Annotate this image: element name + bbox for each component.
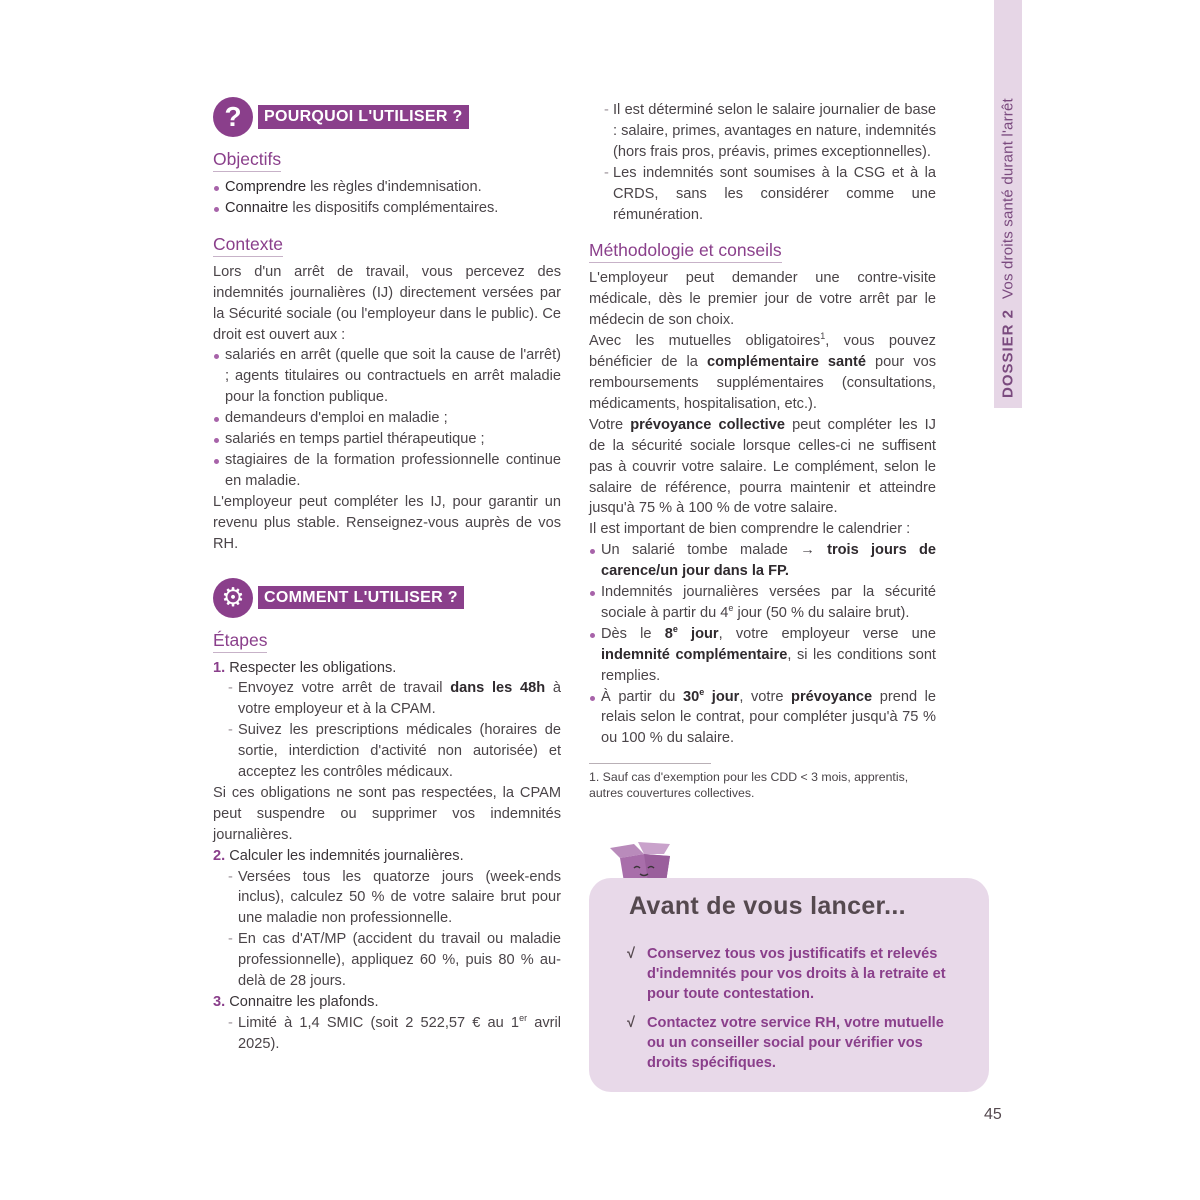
step-3-continued-list xyxy=(589,100,936,225)
step-3-list xyxy=(213,1013,561,1055)
list-item: stagiaires de la formation professionnelle continue en maladie. xyxy=(213,450,561,492)
list-item: salariés en arrêt (quelle que soit la cause de l'arrêt) ; agents titulaires ou contractuels en arrêt maladie pour la fonction publique. xyxy=(213,345,561,408)
right-column xyxy=(589,100,936,801)
step-3-title: 3. Connaitre les plafonds. xyxy=(213,994,379,1010)
callout-box xyxy=(589,878,989,1092)
list-item: salariés en temps partiel thérapeutique ; xyxy=(213,429,561,450)
step-1-title: 1. Respecter les obligations. xyxy=(213,659,397,676)
section-header-pourquoi xyxy=(213,96,561,138)
callout-item: √ Contactez votre service RH, votre mutuelle ou un conseiller social pour vérifier vos droits spécifiques. xyxy=(627,1015,944,1071)
left-column xyxy=(213,96,561,1055)
list-item: - Il est déterminé selon le salaire journalier de base : salaire, primes, avantages en nature, indemnités (hors frais pros, préavis, primes exceptionnelles). xyxy=(589,100,936,163)
callout-title: Avant de vous lancer... xyxy=(629,892,906,920)
list-item: Comprendre les règles d'indemnisation. xyxy=(213,177,561,198)
step-1-note: Si ces obligations ne sont pas respectées, la CPAM peut suspendre ou supprimer vos indemnités journalières. xyxy=(213,784,561,843)
methodologie-p4: Il est important de bien comprendre le calendrier : xyxy=(589,521,911,538)
list-item: Un salarié tombe malade → trois jours de carence/un jour dans la FP. xyxy=(589,540,936,582)
callout-list xyxy=(627,944,961,1082)
heading-contexte: Contexte xyxy=(213,233,283,257)
heading-etapes: Étapes xyxy=(213,629,267,653)
section-title-pourquoi: POURQUOI L'UTILISER ? xyxy=(258,105,469,129)
list-item: - En cas d'AT/MP (accident du travail ou maladie professionnelle), appliquez 60 %, puis 80 % au-delà de 28 jours. xyxy=(213,929,561,992)
footnote: 1. Sauf cas d'exemption pour les CDD < 3 mois, apprentis, autres couvertures collectives. xyxy=(589,770,909,801)
list-item: - Limité à 1,4 SMIC (soit 2 522,57 € au 1er avril 2025). xyxy=(213,1013,561,1055)
callout-item: √ Conservez tous vos justificatifs et relevés d'indemnités pour vos droits à la retraite et pour toute contestation. xyxy=(627,946,946,1002)
side-tab-label xyxy=(1000,98,1017,398)
methodologie-p3: Votre prévoyance collective peut compléter les IJ de la sécurité sociale lorsque celles-ci ne suffisent pas à couvrir votre salaire. Le complément, selon le salaire de référence, pourra maintenir et atteindre jusqu'à 75 % à 100 % de votre salaire. xyxy=(589,416,936,517)
step-1-list xyxy=(213,678,561,783)
methodologie-p1: L'employeur peut demander une contre-visite médicale, dès le premier jour de votre arrêt par le médecin de son choix. xyxy=(589,270,936,329)
list-item: À partir du 30e jour, votre prévoyance prend le relais selon le contrat, pour compléter jusqu'à 75 % ou 100 % du salaire. xyxy=(589,687,936,750)
objectifs-list xyxy=(213,177,561,219)
footnote-divider xyxy=(589,763,711,764)
list-item: Indemnités journalières versées par la sécurité sociale à partir du 4e jour (50 % du salaire brut). xyxy=(589,582,936,624)
contexte-outro: L'employeur peut compléter les IJ, pour garantir un revenu plus stable. Renseignez-vous auprès de vos RH. xyxy=(213,493,561,552)
step-2-title: 2. Calculer les indemnités journalières. xyxy=(213,847,464,864)
calendar-list xyxy=(589,540,936,749)
list-item: - Les indemnités sont soumises à la CSG et à la CRDS, sans les considérer comme une rémunération. xyxy=(589,163,936,226)
question-icon: ? xyxy=(213,97,253,137)
gear-icon: ⚙ xyxy=(213,578,253,618)
methodologie-p2: Avec les mutuelles obligatoires$^1$, vous pouvez bénéficier de la complémentaire santé pour vos remboursements supplémentaires (consultations, médicaments, hospitalisation, etc.). xyxy=(589,331,936,412)
heading-objectifs: Objectifs xyxy=(213,148,281,172)
page-number: 45 xyxy=(984,1106,1002,1123)
list-item: - Versées tous les quatorze jours (week-ends inclus), calculez 50 % de votre salaire brut pour une maladie non professionnelle. xyxy=(213,867,561,930)
heading-methodologie: Méthodologie et conseils xyxy=(589,239,782,263)
dossier-label: DOSSIER 2 xyxy=(999,308,1017,398)
list-item: Connaitre les dispositifs complémentaires. xyxy=(213,198,561,219)
section-header-comment xyxy=(213,577,561,619)
check-icon: √ xyxy=(627,1015,636,1031)
contexte-list xyxy=(213,345,561,491)
dossier-title: Vos droits santé durant l'arrêt xyxy=(999,98,1017,299)
list-item: - Envoyez votre arrêt de travail dans les 48h à votre employeur et à la CPAM. xyxy=(213,678,561,720)
list-item: demandeurs d'emploi en maladie ; xyxy=(213,408,561,429)
contexte-intro: Lors d'un arrêt de travail, vous percevez des indemnités journalières (IJ) directement versées par la Sécurité sociale (ou l'employeur dans le public). Ce droit est ouvert aux : xyxy=(213,263,561,343)
section-title-comment: COMMENT L'UTILISER ? xyxy=(258,586,464,610)
step-2-list xyxy=(213,867,561,992)
check-icon: √ xyxy=(627,946,636,962)
list-item: - Suivez les prescriptions médicales (horaires de sortie, interdiction d'activité non autorisée) et acceptez les contrôles médicaux. xyxy=(213,720,561,783)
list-item: Dès le 8e jour, votre employeur verse une indemnité complémentaire, si les conditions sont remplies. xyxy=(589,624,936,687)
